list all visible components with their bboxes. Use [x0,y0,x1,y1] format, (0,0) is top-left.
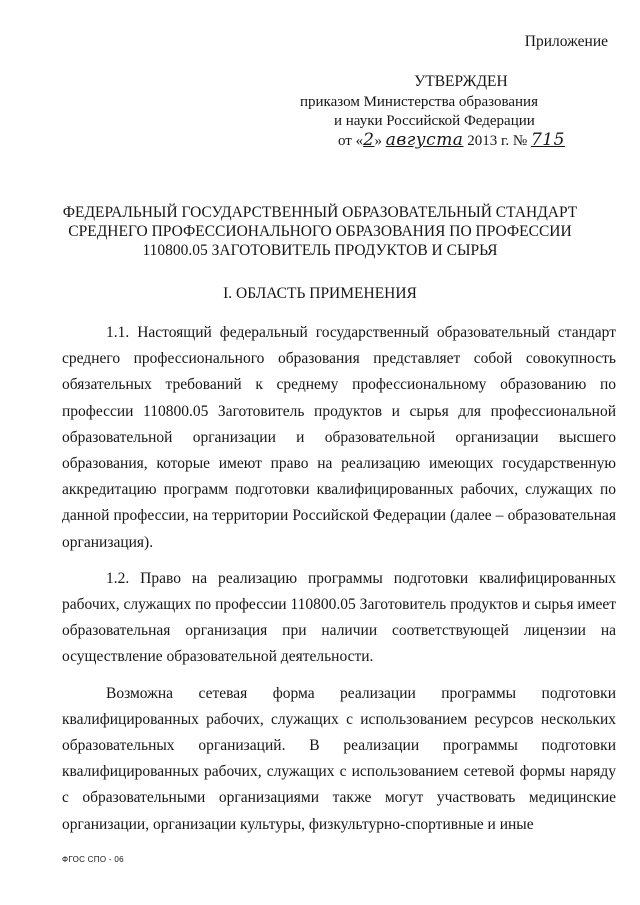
paragraph-network-form: Возможна сетевая форма реализации программы подготовки квалифицированных рабочих, служащих с использованием ресурсов нескольких образовательных организаций. В реализации программы подготовки квалифицированных рабочих, служащих с использованием сетевой формы наряду с образовательными организациями также могут участвовать медицинские организации, организации культуры, физкультурно-спортивные и иные [62,684,616,833]
handwritten-order-number: 715 [530,130,565,150]
approved-heading: УТВЕРЖДЕН [414,73,508,90]
paragraph-1-1: 1.1. Настоящий федеральный государственный образовательный стандарт среднего профессионального образования представляет собой совокупность обязательных требований к среднему профессиональному образованию по профессии 110800.05 Заготовитель продуктов и сырья для профессиональной образовательной организации и образовательной организации высшего образования, которые имеют право на реализацию имеющих государственную аккредитацию программ подготовки квалифицированных рабочих, служащих по данной профессии, на территории Российской Федерации (далее – образовательная организация). [62,324,616,551]
approval-block [300,72,600,151]
document-title: ФЕДЕРАЛЬНЫЙ ГОСУДАРСТВЕННЫЙ ОБРАЗОВАТЕЛЬНЫЙ СТАНДАРТ СРЕДНЕГО ПРОФЕССИОНАЛЬНОГО ОБРАЗОВАНИЯ ПО ПРОФЕССИИ 110800.05 ЗАГОТОВИТЕЛЬ ПРОДУКТОВ И СЫРЬЯ [62,204,578,259]
approval-line-1: приказом Министерства образования [300,94,538,110]
appendix-label: Приложение [524,33,608,50]
date-close: » [374,133,382,149]
date-prefix: от « [338,133,364,149]
footer-code: ФГОС СПО - 06 [62,855,124,864]
section-title: I. ОБЛАСТЬ ПРИМЕНЕНИЯ [223,285,417,302]
handwritten-month: августа [385,130,464,150]
approval-date-line [300,131,600,151]
date-year: 2013 г. № [467,133,528,149]
paragraph-1-2: 1.2. Право на реализацию программы подготовки квалифицированных рабочих, служащих по профессии 110800.05 Заготовитель продуктов и сырья имеет образовательная организация при наличии соответствующей лицензии на осуществление образовательной деятельности. [62,569,616,666]
approval-line-2: и науки Российской Федерации [334,113,535,129]
body-text [62,320,616,838]
handwritten-day: 2 [363,130,375,150]
